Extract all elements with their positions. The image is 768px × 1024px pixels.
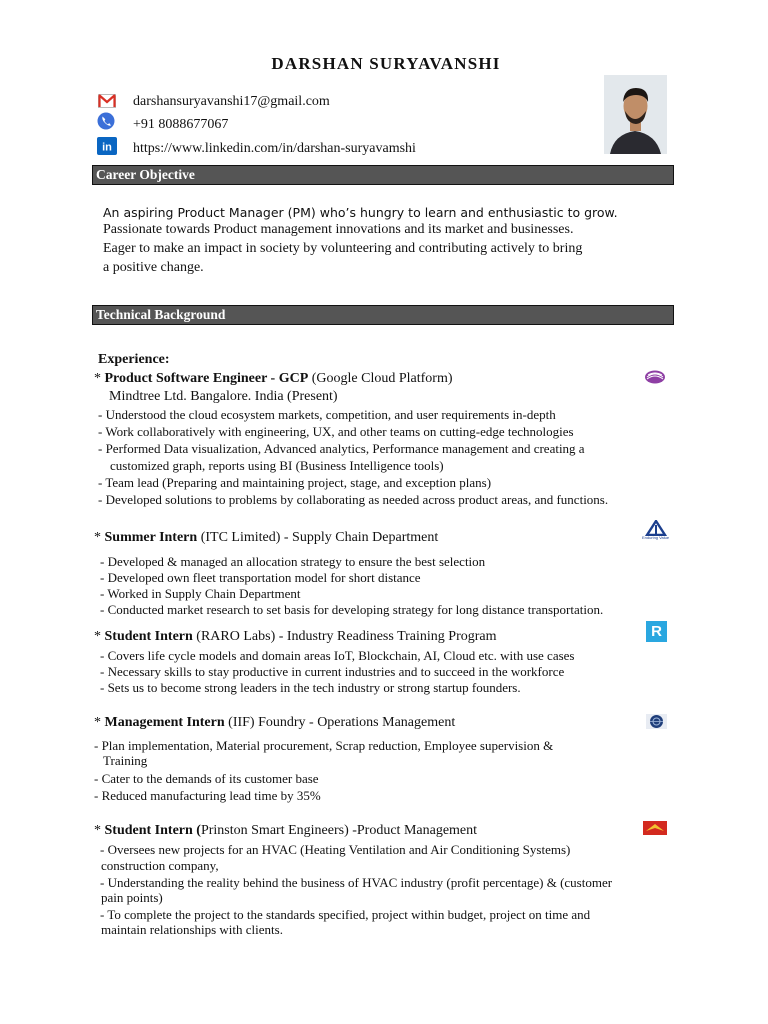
job-5-bullet-2-cont: pain points) xyxy=(101,890,163,905)
objective-line-1: An aspiring Product Manager (PM) who’s hungry to learn and enthusiastic to grow. xyxy=(103,205,618,220)
phone-icon xyxy=(97,112,115,130)
job-4-bullet-2: - Cater to the demands of its customer base xyxy=(94,771,319,786)
job-2-bullet-4: - Conducted market research to set basis for developing strategy for long distance transportation. xyxy=(100,602,604,617)
itc-logo-caption: Enduring Value xyxy=(642,535,670,540)
job-1-bullet-3-cont: customized graph, reports using BI (Business Intelligence tools) xyxy=(110,458,444,473)
job-1-bullet-5: - Developed solutions to problems by collaborating as needed across product areas, and functions. xyxy=(98,492,609,507)
job-4-bullet-1: - Plan implementation, Material procurement, Scrap reduction, Employee supervision & xyxy=(94,738,554,753)
job-title-5: * Student Intern (Prinston Smart Engineers) -Product Management xyxy=(94,823,478,838)
job-2-bullet-3: - Worked in Supply Chain Department xyxy=(100,586,301,601)
job-5-bullet-3: - To complete the project to the standards specified, project within budget, project on time and xyxy=(100,907,591,922)
candidate-name: DARSHAN SURYAVANSHI xyxy=(271,54,501,73)
job-4-bullet-3: - Reduced manufacturing lead time by 35% xyxy=(94,788,321,803)
job-5-bullet-2: - Understanding the reality behind the business of HVAC industry (profit percentage) & (customer xyxy=(100,875,613,890)
job-title-1: * Product Software Engineer - GCP (Google Cloud Platform) xyxy=(94,371,453,386)
job-title-3: * Student Intern (RARO Labs) - Industry Readiness Training Program xyxy=(94,629,497,644)
job-4-bullet-1-cont: Training xyxy=(103,753,148,768)
job-2-bullet-1: - Developed & managed an allocation strategy to ensure the best selection xyxy=(100,554,486,569)
job-1-bullet-3: - Performed Data visualization, Advanced analytics, Performance management and creating a xyxy=(98,441,585,456)
linkedin-link[interactable]: https://www.linkedin.com/in/darshan-suryavamshi xyxy=(133,141,416,156)
job-1-bullet-2: - Work collaboratively with engineering, UX, and other teams on cutting-edge technologies xyxy=(98,424,574,439)
job-title-4: * Management Intern (IIF) Foundry - Operations Management xyxy=(94,715,456,730)
career-objective-heading: Career Objective xyxy=(92,165,674,185)
iif-logo-icon xyxy=(646,714,667,729)
objective-line-2: Passionate towards Product management innovations and its market and businesses. xyxy=(103,222,574,237)
job-5-bullet-1: - Oversees new projects for an HVAC (Heating Ventilation and Air Conditioning Systems) xyxy=(100,842,571,857)
job-company-1: Mindtree Ltd. Bangalore. India (Present) xyxy=(109,389,338,404)
job-title-2: * Summer Intern (ITC Limited) - Supply Chain Department xyxy=(94,530,439,545)
mindtree-logo-icon xyxy=(644,369,666,385)
svg-text:in: in xyxy=(102,141,112,154)
phone-number: +91 8088677067 xyxy=(133,117,229,132)
profile-photo xyxy=(604,75,667,154)
raro-logo-icon: R xyxy=(646,621,667,642)
technical-background-heading: Technical Background xyxy=(92,305,674,325)
objective-line-4: a positive change. xyxy=(103,260,204,275)
email-icon xyxy=(98,94,116,108)
job-2-bullet-2: - Developed own fleet transportation model for short distance xyxy=(100,570,421,585)
itc-logo-icon xyxy=(644,520,668,542)
job-3-bullet-3: - Sets us to become strong leaders in the tech industry or strong startup founders. xyxy=(100,680,521,695)
job-1-bullet-1: - Understood the cloud ecosystem markets, competition, and user requirements in-depth xyxy=(98,407,556,422)
objective-line-3: Eager to make an impact in society by volunteering and contributing actively to bring xyxy=(103,241,583,256)
job-5-bullet-1-cont: construction company, xyxy=(101,858,219,873)
email-link[interactable]: darshansuryavanshi17@gmail.com xyxy=(133,94,330,109)
job-1-bullet-4: - Team lead (Preparing and maintaining project, stage, and exception plans) xyxy=(98,475,492,490)
job-5-bullet-3-cont: maintain relationships with clients. xyxy=(101,922,283,937)
experience-label: Experience: xyxy=(98,352,170,367)
job-3-bullet-2: - Necessary skills to stay productive in current industries and to succeed in the workforce xyxy=(100,664,565,679)
job-3-bullet-1: - Covers life cycle models and domain areas IoT, Blockchain, AI, Cloud etc. with use cases xyxy=(100,648,575,663)
prinston-logo-icon xyxy=(643,821,667,835)
linkedin-icon xyxy=(97,137,117,155)
